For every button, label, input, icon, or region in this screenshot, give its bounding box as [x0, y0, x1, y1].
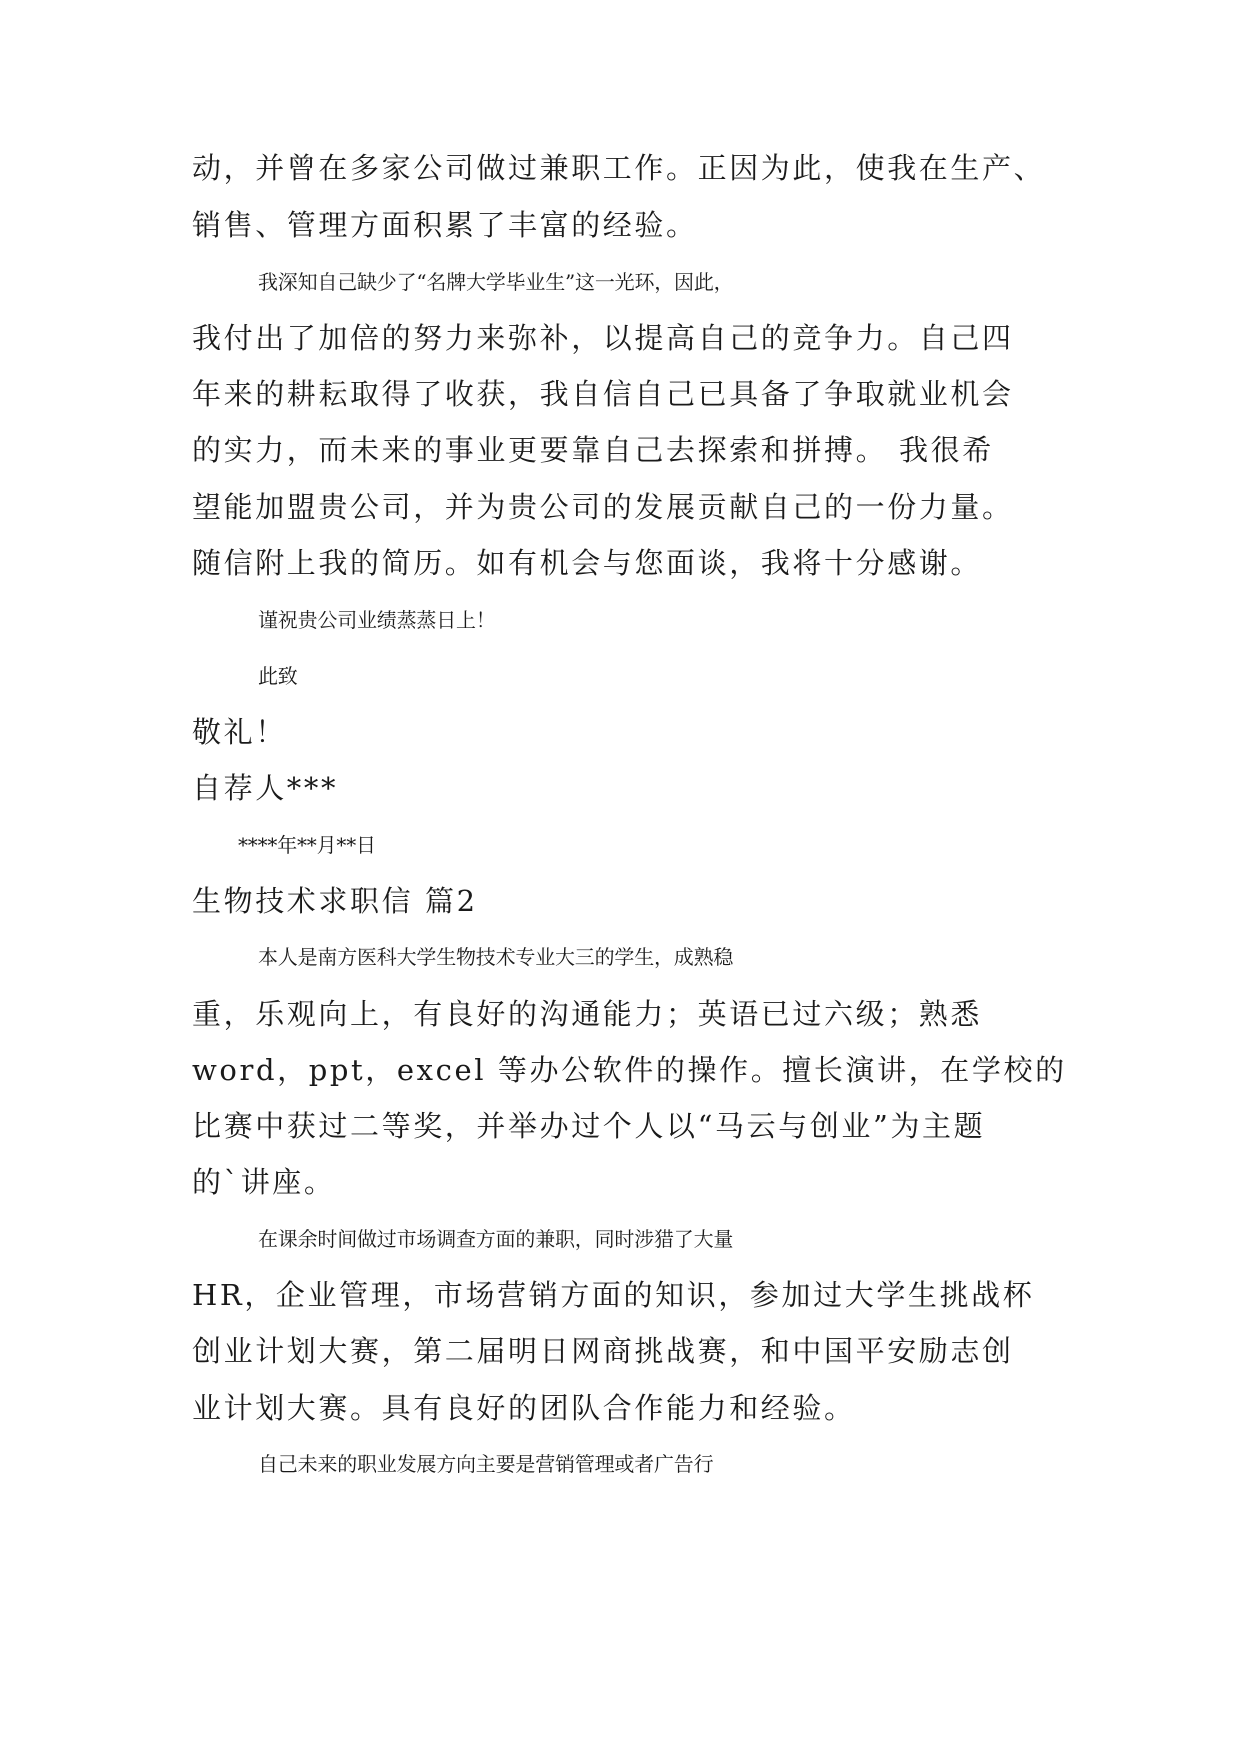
- text-line: 动，并曾在多家公司做过兼职工作。正因为此，使我在生产、: [192, 151, 1046, 185]
- text-line: 年来的耕耘取得了收获，我自信自己已具备了争取就业机会: [192, 377, 1014, 411]
- text-line: 望能加盟贵公司，并为贵公司的发展贡献自己的一份力量。: [192, 490, 1014, 524]
- text-line: 业计划大赛。具有良好的团队合作能力和经验。: [192, 1391, 856, 1425]
- text-line: 的`讲座。: [192, 1165, 336, 1199]
- text-line: 我付出了加倍的努力来弥补，以提高自己的竞争力。自己四: [192, 321, 1014, 355]
- salutation-cizhi: 此致: [258, 664, 298, 688]
- paragraph-first-line: 本人是南方医科大学生物技术专业大三的学生，成熟稳: [258, 945, 734, 969]
- section-heading: 生物技术求职信 篇2: [192, 884, 478, 918]
- text-line: word，ppt，excel 等办公软件的操作。擅长演讲，在学校的: [192, 1053, 1067, 1087]
- closing-wish: 谨祝贵公司业绩蒸蒸日上！: [258, 608, 496, 632]
- text-line: 创业计划大赛，第二届明日网商挑战赛，和中国平安励志创: [192, 1334, 1014, 1368]
- text-line: HR，企业管理，市场营销方面的知识，参加过大学生挑战杯: [192, 1278, 1035, 1312]
- salutation-jingli: 敬礼！: [192, 715, 287, 749]
- signature: 自荐人***: [192, 771, 339, 805]
- paragraph-first-line: 我深知自己缺少了“名牌大学毕业生”这一光环，因此，: [258, 270, 734, 294]
- text-line: 随信附上我的简历。如有机会与您面谈，我将十分感谢。: [192, 546, 983, 580]
- text-line: 比赛中获过二等奖，并举办过个人以“马云与创业”为主题: [192, 1109, 986, 1143]
- paragraph-first-line: 自己未来的职业发展方向主要是营销管理或者广告行: [258, 1452, 714, 1476]
- text-line: 销售、管理方面积累了丰富的经验。: [192, 208, 698, 242]
- signature-date: ****年**月**日: [238, 833, 376, 857]
- text-line: 重，乐观向上，有良好的沟通能力；英语已过六级；熟悉: [192, 997, 983, 1031]
- text-line: 的实力，而未来的事业更要靠自己去探索和拼搏。 我很希: [192, 433, 994, 467]
- paragraph-first-line: 在课余时间做过市场调查方面的兼职，同时涉猎了大量: [258, 1227, 734, 1251]
